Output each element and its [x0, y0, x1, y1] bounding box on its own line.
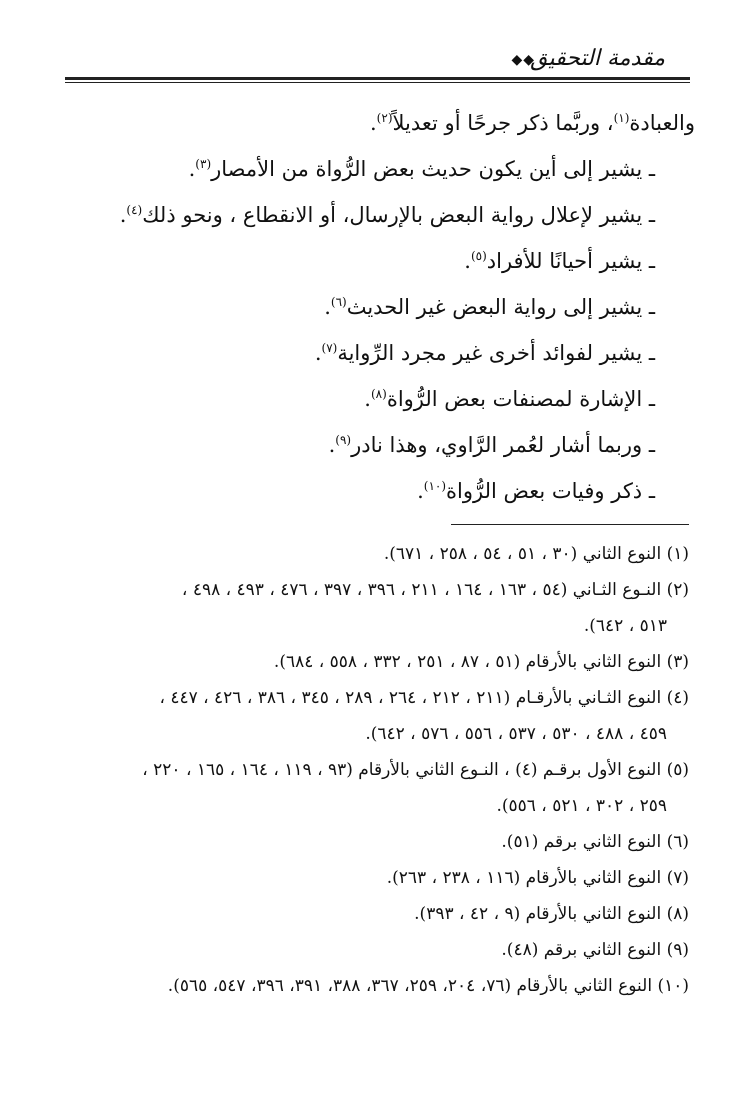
footnote-continuation: ٥١٣ ، ٦٤٢). [583, 616, 667, 636]
footnote: (١) النوع الثاني (٣٠ ، ٥١ ، ٥٤ ، ٢٥٨ ، ٦٧١). [383, 544, 689, 564]
footnote-ref: (٥) [470, 249, 487, 263]
body-line: والعبادة$^{(١)}$، وربَّما ذكر جرحًا أو تعديلاً$^{(٢)}$. [369, 111, 695, 135]
footnote-ref: (٤) [126, 203, 143, 217]
body-line: ـ الإشارة لمصنفات بعض الرُّواة$^{(٨)}$. [364, 387, 655, 411]
diamond-ornament-icon: ◆◆ [511, 52, 535, 68]
footnote: (٣) النوع الثاني بالأرقام (٥١ ، ٨٧ ، ٢٥١ ، ٣٣٢ ، ٥٥٨ ، ٦٨٤). [273, 652, 689, 672]
body-text [60, 100, 695, 514]
body-line: ـ يشير لفوائد أخرى غير مجرد الرِّواية$^{(٧)}$. [314, 341, 655, 365]
footnote-ref: (٩) [335, 433, 352, 447]
footnote-ref: (٢) [376, 111, 393, 125]
footnote: (٦) النوع الثاني برقم (٥١). [501, 832, 689, 852]
footnote: (٩) النوع الثاني برقم (٤٨). [501, 940, 689, 960]
footnote-ref: (١٠) [423, 479, 447, 493]
footnote: (٤) النوع الثـاني بالأرقـام (٢١١ ، ٢١٢ ، ٢٦٤ ، ٢٨٩ ، ٣٤٥ ، ٣٨٦ ، ٤٢٦ ، ٤٤٧ ، [159, 688, 689, 708]
footnote-ref: (٧) [321, 341, 338, 355]
footnote-ref: (١) [613, 111, 630, 125]
body-line: ـ يشير إلى أين يكون حديث بعض الرُّواة من الأمصار$^{(٣)}$. [188, 157, 655, 181]
footnote-ref: (٣) [195, 157, 212, 171]
footnote: (٥) النوع الأول برقـم (٤) ، النـوع الثاني بالأرقام (٩٣ ، ١١٩ ، ١٦٤ ، ١٦٥ ، ٢٢٠ ، [142, 760, 689, 780]
running-head-title: مقدمة التحقيق [530, 46, 665, 71]
footnote-ref: (٦) [330, 295, 347, 309]
footnote-ref: (٨) [370, 387, 387, 401]
footnote: (٢) النـوع الثـاني (٥٤ ، ١٦٣ ، ١٦٤ ، ٢١١ ، ٣٩٦ ، ٣٩٧ ، ٤٧٦ ، ٤٩٣ ، ٤٩٨ ، [181, 580, 689, 600]
body-line: ـ يشير أحيانًا للأفراد$^{(٥)}$. [464, 249, 655, 273]
header-rule-thin [65, 82, 690, 83]
header-rule-thick [65, 77, 690, 80]
footnote: (٧) النوع الثاني بالأرقام (١١٦ ، ٢٣٨ ، ٢٦٣). [386, 868, 689, 888]
body-line: ـ يشير لإعلال رواية البعض بالإرسال، أو الانقطاع ، ونحو ذلك$^{(٤)}$. [119, 203, 655, 227]
body-line: ـ يشير إلى رواية البعض غير الحديث$^{(٦)}$. [324, 295, 655, 319]
body-line: ـ وربما أشار لعُمر الرَّاوي، وهذا نادر$^{(٩)}$. [328, 433, 655, 457]
footnote: (٨) النوع الثاني بالأرقام (٩ ، ٤٢ ، ٣٩٣). [414, 904, 689, 924]
footnote-continuation: ٤٥٩ ، ٤٨٨ ، ٥٣٠ ، ٥٣٧ ، ٥٥٦ ، ٥٧٦ ، ٦٤٢). [365, 724, 667, 744]
footnotes [66, 536, 689, 1004]
footnote-separator [451, 524, 689, 525]
footnote-continuation: ٢٥٩ ، ٣٠٢ ، ٥٢١ ، ٥٥٦). [496, 796, 667, 816]
body-line: ـ ذكر وفيات بعض الرُّواة$^{(١٠)}$. [417, 479, 655, 503]
page-header [65, 44, 685, 76]
footnote: (١٠) النوع الثاني بالأرقام (٧٦، ٢٠٤، ٢٥٩، ٣٦٧، ٣٨٨، ٣٩١، ٣٩٦، ٥٤٧، ٥٦٥). [167, 976, 689, 996]
